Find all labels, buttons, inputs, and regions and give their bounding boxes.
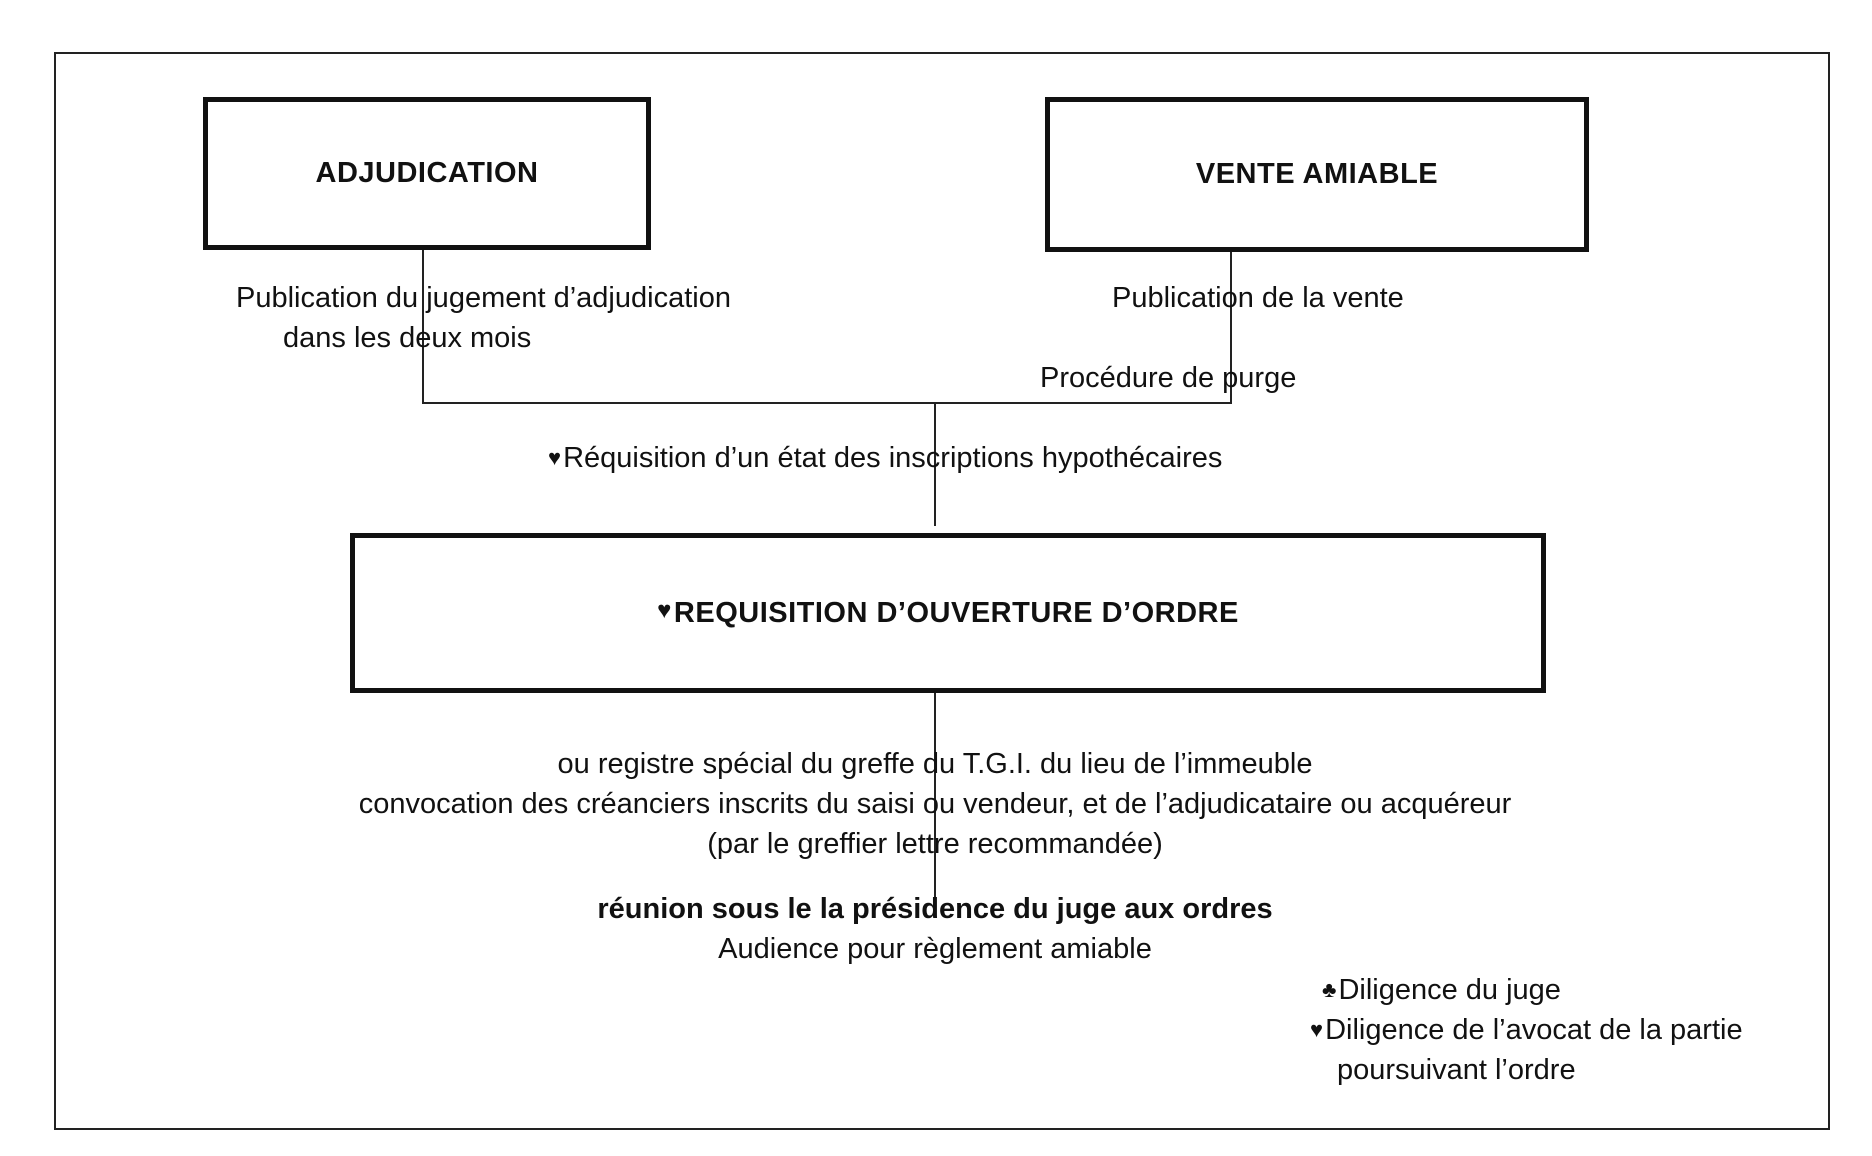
heart-icon: ♥ (1310, 1017, 1324, 1042)
right-branch-publication: Publication de la vente (1112, 282, 1404, 314)
heart-icon: ♥ (657, 597, 672, 624)
convocation-text: convocation des créanciers inscrits du saisi ou vendeur, et de l’adjudicataire ou acquéreur (358, 788, 1512, 820)
left-branch-delay: dans les deux mois (283, 322, 532, 354)
legend-item-avocat-cont: poursuivant l’ordre (1337, 1054, 1576, 1086)
greffier-text: (par le greffier lettre recommandée) (707, 828, 1163, 860)
reunion-subtitle: Audience pour règlement amiable (718, 933, 1152, 965)
registre-special-text: ou registre spécial du greffe du T.G.I. du lieu de l’immeuble (557, 748, 1313, 780)
requisition-ordre-box (350, 533, 1546, 693)
vente-amiable-box (1045, 97, 1589, 252)
legend-item-juge: ♣Diligence du juge (1322, 974, 1561, 1006)
club-icon: ♣ (1322, 977, 1337, 1002)
requisition-etat-text: ♥Réquisition d’un état des inscriptions hypothécaires (548, 442, 1223, 474)
left-branch-publication: Publication du jugement d’adjudication (236, 282, 731, 314)
heart-icon: ♥ (548, 445, 562, 470)
right-branch-purge: Procédure de purge (1040, 362, 1297, 394)
reunion-title: réunion sous le la présidence du juge aux ordres (597, 893, 1273, 925)
requisition-ordre-label: REQUISITION D’OUVERTURE D’ORDRE (673, 596, 1239, 629)
horizontal-join-connector (422, 402, 1232, 404)
adjudication-box (203, 97, 651, 250)
adjudication-label: ADJUDICATION (315, 157, 539, 189)
legend-item-avocat: ♥Diligence de l’avocat de la partie (1310, 1014, 1743, 1046)
vente-amiable-label: VENTE AMIABLE (1195, 158, 1439, 190)
